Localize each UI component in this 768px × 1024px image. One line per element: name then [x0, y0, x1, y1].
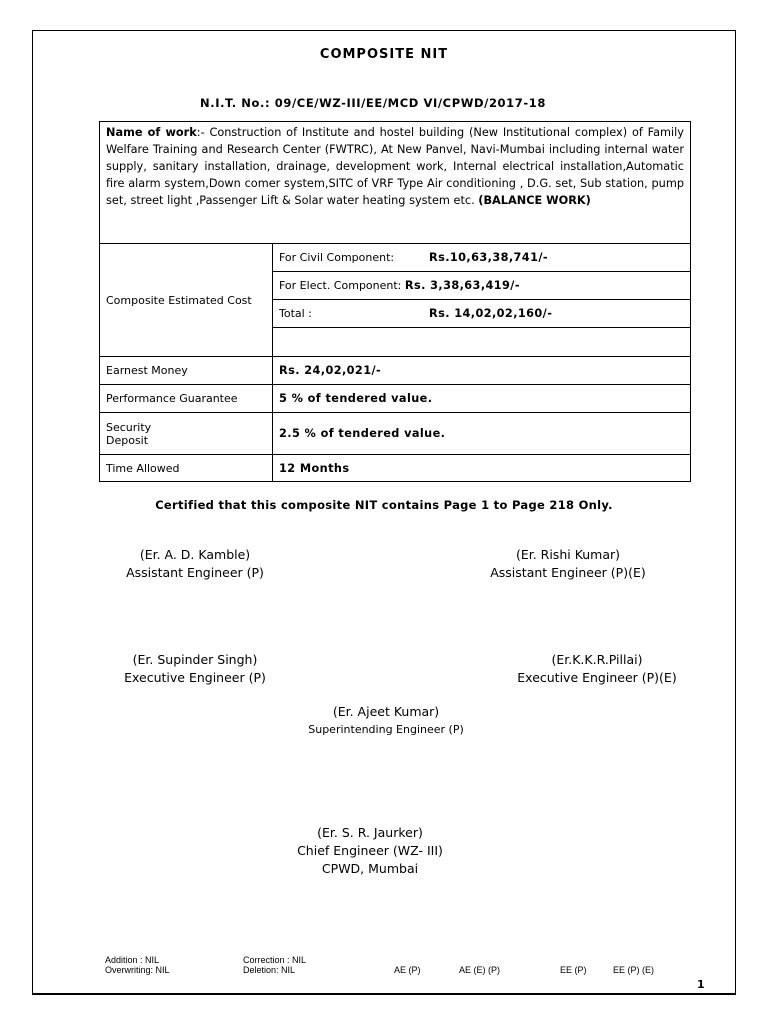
civil-component-cell — [273, 244, 691, 272]
pillai-title: Executive Engineer (P)(E) — [517, 670, 677, 685]
document-title: COMPOSITE NIT — [319, 47, 449, 62]
signatory-jaurker — [270, 824, 470, 878]
deletion-text: Deletion: NIL — [243, 965, 296, 975]
footer-correction — [243, 955, 306, 975]
elect-component-value: Rs. 3,38,63,419/- — [404, 279, 520, 292]
signatory-ajeet — [276, 703, 496, 739]
kamble-name: (Er. A. D. Kamble) — [139, 547, 251, 562]
overwriting-text: Overwriting: NIL — [105, 965, 170, 975]
footer-ee-p-e: EE (P) (E) — [613, 965, 655, 975]
rishi-title: Assistant Engineer (P)(E) — [490, 565, 646, 580]
composite-cost-label: Composite Estimated Cost — [100, 244, 273, 357]
pillai-name: (Er.K.K.R.Pillai) — [551, 652, 643, 667]
jaurker-name: (Er. S. R. Jaurker) — [317, 825, 423, 840]
earnest-money-value: Rs. 24,02,021/- — [273, 357, 691, 385]
kamble-title: Assistant Engineer (P) — [126, 565, 264, 580]
civil-component-label: For Civil Component: — [279, 251, 395, 264]
addition-text: Addition : NIL — [105, 955, 160, 965]
empty-cell — [273, 328, 691, 357]
name-of-work-box — [99, 121, 691, 244]
correction-text: Correction : NIL — [243, 955, 307, 965]
name-of-work-label: Name of work — [106, 126, 197, 139]
signatory-kamble — [95, 546, 295, 582]
performance-guarantee-label: Performance Guarantee — [100, 385, 273, 413]
security-label-line2: Deposit — [106, 433, 149, 447]
jaurker-place: CPWD, Mumbai — [321, 861, 419, 876]
earnest-money-label: Earnest Money — [100, 357, 273, 385]
time-allowed-value: 12 Months — [273, 455, 691, 482]
ajeet-title: Superintending Engineer (P) — [308, 723, 464, 736]
rishi-name: (Er. Rishi Kumar) — [515, 547, 621, 562]
signatory-supinder — [95, 651, 295, 687]
total-label: Total : — [279, 307, 312, 320]
time-allowed-label: Time Allowed — [100, 455, 273, 482]
signatory-pillai — [492, 651, 702, 687]
page-number: 1 — [697, 978, 705, 991]
jaurker-title: Chief Engineer (WZ- III) — [297, 843, 443, 858]
nit-number: N.I.T. No.: 09/CE/WZ-III/EE/MCD VI/CPWD/2017-18 — [200, 96, 546, 110]
civil-component-value: Rs.10,63,38,741/- — [429, 251, 548, 264]
name-of-work-text: :- Construction of Institute and hostel building (New Institutional complex) of Family Welfare Training and Research Center (FWTRC), At New Panvel, Navi-Mumbai including internal water supply, sanitary installation, drainage, development work, Internal electrical installation,Automatic fire alarm system,Down comer system,SITC of VRF Type Air conditioning , D.G. set, Sub station, pump set, street light ,Passenger Lift & Solar water heating system etc. — [106, 126, 684, 207]
total-cell — [273, 300, 691, 328]
balance-work-label: (BALANCE WORK) — [478, 194, 591, 207]
elect-component-label: For Elect. Component: — [279, 279, 402, 292]
footer-ee-p: EE (P) — [560, 965, 587, 975]
supinder-name: (Er. Supinder Singh) — [132, 652, 258, 667]
signatory-rishi — [463, 546, 673, 582]
total-value: Rs. 14,02,02,160/- — [429, 307, 553, 320]
security-label-line1: Security — [106, 420, 152, 434]
security-deposit-label — [100, 413, 273, 455]
security-deposit-value: 2.5 % of tendered value. — [273, 413, 691, 455]
footer-addition — [105, 955, 170, 975]
elect-component-cell — [273, 272, 691, 300]
ajeet-name: (Er. Ajeet Kumar) — [332, 704, 440, 719]
footer-ae-e-p: AE (E) (P) — [459, 965, 501, 975]
performance-guarantee-value: 5 % of tendered value. — [273, 385, 691, 413]
footer-ae-p: AE (P) — [394, 965, 421, 975]
details-table — [99, 243, 691, 482]
bottom-rule — [32, 993, 736, 995]
supinder-title: Executive Engineer (P) — [124, 670, 266, 685]
certification-statement: Certified that this composite NIT contains Page 1 to Page 218 Only. — [155, 498, 613, 512]
